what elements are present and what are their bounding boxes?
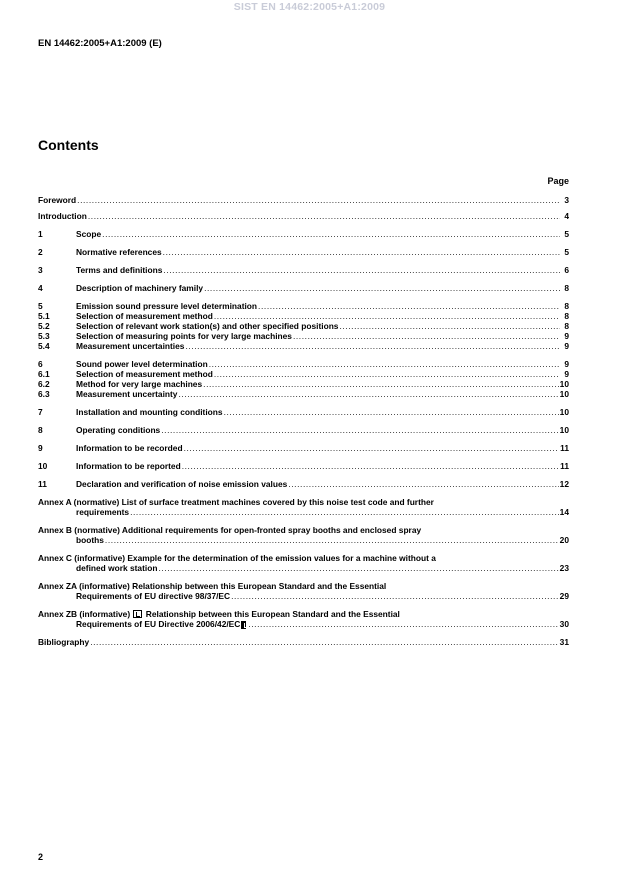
leader-dots	[231, 591, 559, 601]
standard-header: EN 14462:2005+A1:2009 (E)	[38, 38, 162, 49]
toc-entry-5-2[interactable]	[38, 321, 569, 331]
toc-page: 9	[564, 331, 569, 341]
toc-entry-10[interactable]	[38, 461, 569, 471]
toc-page: 11	[560, 443, 569, 453]
toc-number: 6.3	[38, 389, 50, 399]
toc-page: 8	[564, 311, 569, 321]
leader-dots	[182, 461, 559, 471]
toc-number: 7	[38, 407, 43, 417]
toc-entry-5-1[interactable]	[38, 311, 569, 321]
toc-title: Description of machinery family	[76, 283, 204, 293]
annex-heading: Annex A (normative) List of surface treatment machines covered by this noise test code and further	[38, 497, 434, 507]
annex-heading-prefix: Annex ZB (informative)	[38, 609, 133, 619]
toc-entry-11[interactable]	[38, 479, 569, 489]
toc-number: 10	[38, 461, 48, 471]
toc-page: 30	[559, 619, 569, 629]
toc-title: Scope	[76, 229, 102, 239]
leader-dots	[214, 369, 560, 379]
toc-number: 6.2	[38, 379, 50, 389]
toc-entry-8[interactable]	[38, 425, 569, 435]
toc-annex-a[interactable]	[38, 497, 569, 517]
toc-title: Declaration and verification of noise emission values	[76, 479, 288, 489]
toc-page: 9	[564, 341, 569, 351]
toc-number: 11	[38, 479, 47, 489]
toc-number: 5	[38, 301, 43, 311]
toc-title: Bibliography	[38, 637, 90, 647]
table-of-contents	[38, 195, 569, 647]
amendment-end-icon	[241, 621, 246, 629]
toc-number: 5.2	[38, 321, 50, 331]
toc-entry-9[interactable]	[38, 443, 569, 453]
leader-dots	[102, 229, 560, 239]
toc-entry-2[interactable]	[38, 247, 569, 257]
toc-title: Installation and mounting conditions	[76, 407, 223, 417]
toc-title: Measurement uncertainties	[76, 341, 185, 351]
toc-page: 10	[559, 389, 569, 399]
contents-title: Contents	[38, 137, 99, 153]
toc-page: 10	[559, 425, 569, 435]
toc-page: 10	[559, 379, 569, 389]
toc-page: 14	[559, 507, 569, 517]
toc-entry-1[interactable]	[38, 229, 569, 239]
toc-title: Selection of measurement method	[76, 369, 213, 379]
toc-number: 2	[38, 247, 43, 257]
toc-page: 8	[564, 283, 569, 293]
toc-entry-introduction[interactable]	[38, 211, 569, 221]
leader-dots	[178, 389, 558, 399]
toc-entry-6[interactable]	[38, 359, 569, 369]
toc-title: Measurement uncertainty	[76, 389, 178, 399]
toc-page: 5	[564, 247, 569, 257]
leader-dots	[130, 507, 559, 517]
leader-dots	[339, 321, 560, 331]
leader-dots	[163, 265, 560, 275]
annex-title-continued: Requirements of EU directive 98/37/EC	[76, 591, 231, 601]
toc-number: 6	[38, 359, 43, 369]
toc-entry-3[interactable]	[38, 265, 569, 275]
annex-title-continued: requirements	[76, 507, 130, 517]
toc-number: 5.4	[38, 341, 50, 351]
toc-annex-zb[interactable]	[38, 609, 569, 629]
toc-title: Sound power level determination	[76, 359, 208, 369]
toc-number: 1	[38, 229, 43, 239]
leader-dots	[209, 359, 560, 369]
toc-page: 5	[564, 229, 569, 239]
leader-dots	[184, 443, 560, 453]
leader-dots	[214, 311, 560, 321]
toc-title: Information to be recorded	[76, 443, 183, 453]
leader-dots	[88, 211, 560, 221]
toc-number: 5.3	[38, 331, 50, 341]
toc-number: 3	[38, 265, 43, 275]
toc-page: 8	[564, 321, 569, 331]
toc-entry-7[interactable]	[38, 407, 569, 417]
toc-title: Operating conditions	[76, 425, 161, 435]
leader-dots	[204, 283, 560, 293]
leader-dots	[288, 479, 558, 489]
toc-title: Selection of measurement method	[76, 311, 213, 321]
watermark: SIST EN 14462:2005+A1:2009	[233, 1, 386, 13]
toc-title: Foreword	[38, 195, 77, 205]
toc-title: Method for very large machines	[76, 379, 203, 389]
toc-entry-5-3[interactable]	[38, 331, 569, 341]
toc-number: 6.1	[38, 369, 50, 379]
page-column-label: Page	[547, 176, 569, 186]
toc-title: Selection of measuring points for very large machines	[76, 331, 292, 341]
toc-page: 29	[559, 591, 569, 601]
toc-page: 9	[564, 359, 569, 369]
leader-dots	[158, 563, 558, 573]
toc-number: 5.1	[38, 311, 50, 321]
toc-entry-6-3[interactable]	[38, 389, 569, 399]
toc-annex-c[interactable]	[38, 553, 569, 573]
toc-page: 8	[564, 301, 569, 311]
leader-dots	[163, 247, 560, 257]
toc-entry-6-2[interactable]	[38, 379, 569, 389]
leader-dots	[203, 379, 559, 389]
toc-annex-za[interactable]	[38, 581, 569, 601]
leader-dots	[258, 301, 560, 311]
footer-page-number: 2	[38, 852, 44, 862]
annex-heading: Relationship between this European Standard and the Essential	[145, 609, 400, 619]
toc-page: 20	[559, 535, 569, 545]
toc-entry-5-4[interactable]	[38, 341, 569, 351]
toc-page: 11	[560, 461, 569, 471]
toc-title: Emission sound pressure level determination	[76, 301, 258, 311]
toc-entry-5[interactable]	[38, 301, 569, 311]
toc-page: 3	[564, 195, 569, 205]
annex-heading: Annex ZA (informative) Relationship between this European Standard and the Essential	[38, 581, 387, 591]
leader-dots	[161, 425, 558, 435]
toc-page: 9	[564, 369, 569, 379]
toc-page: 10	[559, 407, 569, 417]
toc-page: 23	[559, 563, 569, 573]
toc-title: Information to be reported	[76, 461, 181, 471]
annex-title-continued: defined work station	[76, 563, 158, 573]
amendment-start-icon	[133, 610, 142, 618]
annex-title-continued: Requirements of EU Directive 2006/42/EC	[76, 619, 241, 629]
toc-number: 8	[38, 425, 43, 435]
leader-dots	[224, 407, 559, 417]
annex-title-continued: booths	[76, 535, 104, 545]
leader-dots	[248, 619, 558, 629]
leader-dots	[90, 637, 558, 647]
toc-title: Terms and definitions	[76, 265, 163, 275]
leader-dots	[105, 535, 559, 545]
toc-title: Selection of relevant work station(s) and other specified positions	[76, 321, 339, 331]
toc-annex-b[interactable]	[38, 525, 569, 545]
toc-page: 6	[564, 265, 569, 275]
annex-heading: Annex B (normative) Additional requirements for open-fronted spray booths and enclosed spray	[38, 525, 422, 535]
toc-title: Introduction	[38, 211, 87, 221]
toc-entry-6-1[interactable]	[38, 369, 569, 379]
toc-number: 9	[38, 443, 43, 453]
toc-entry-bibliography[interactable]	[38, 637, 569, 647]
toc-number: 4	[38, 283, 43, 293]
leader-dots	[77, 195, 560, 205]
toc-page: 12	[559, 479, 569, 489]
toc-entry-4[interactable]	[38, 283, 569, 293]
toc-page: 31	[559, 637, 569, 647]
toc-page: 4	[564, 211, 569, 221]
toc-entry-foreword[interactable]	[38, 195, 569, 205]
leader-dots	[185, 341, 560, 351]
toc-title: Normative references	[76, 247, 162, 257]
annex-heading: Annex C (informative) Example for the determination of the emission values for a machine without a	[38, 553, 436, 563]
leader-dots	[293, 331, 560, 341]
